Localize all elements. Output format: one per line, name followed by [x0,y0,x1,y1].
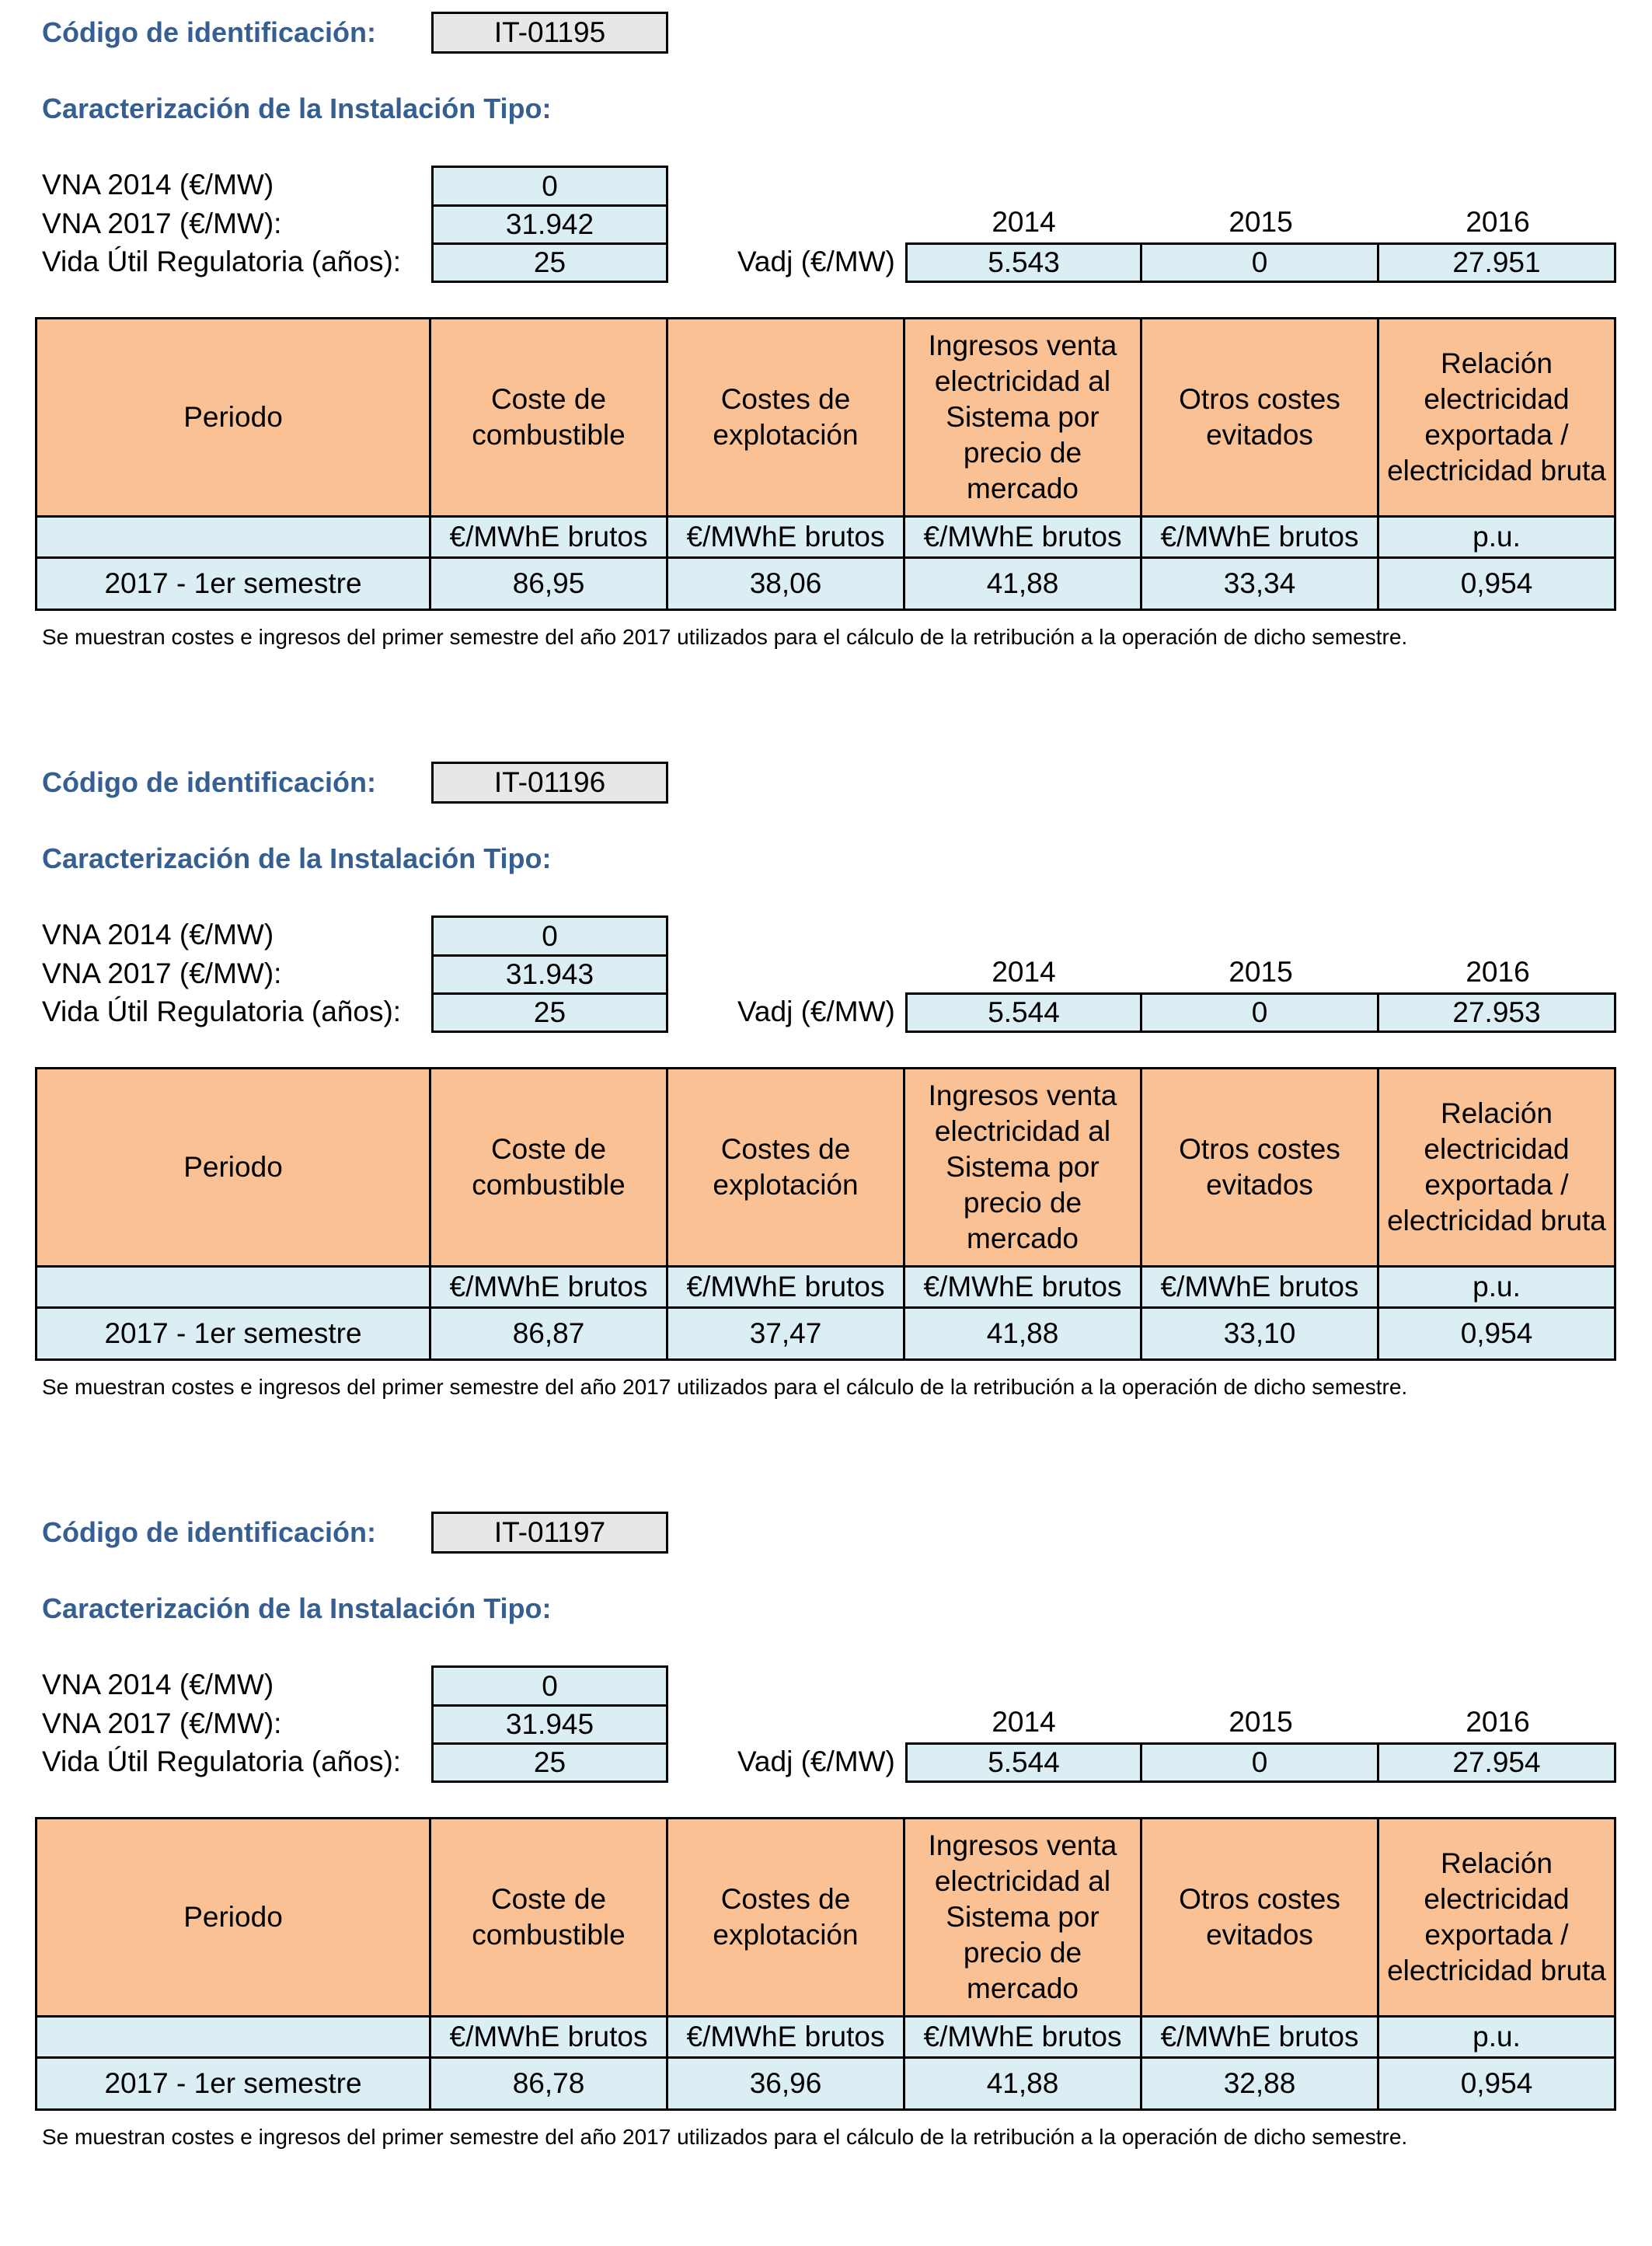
characterization-heading: Caracterización de la Instalación Tipo: [42,92,552,124]
vadj-label: Vadj (€/MW) [737,996,895,1027]
year-header: 2015 [1229,956,1293,988]
identification-code-value: IT-01196 [431,762,668,804]
vadj-value: 27.953 [1377,992,1616,1033]
vna-2014-label: VNA 2014 (€/MW) [42,169,274,201]
column-header: Relación electricidad exportada / electricidad bruta [1377,1067,1616,1268]
units-blank-cell [35,515,431,559]
units-cell: €/MWhE brutos [1140,1265,1379,1309]
column-header: Otros costes evitados [1140,1817,1379,2018]
units-cell: €/MWhE brutos [666,515,905,559]
column-header: Coste de combustible [429,1817,668,2018]
value-cell: 86,95 [429,556,668,611]
units-cell: €/MWhE brutos [429,2015,668,2059]
value-cell: 33,34 [1140,556,1379,611]
identification-code-label: Código de identificación: [42,1516,376,1548]
vadj-value: 5.544 [905,992,1142,1033]
value-cell: 41,88 [903,1306,1142,1361]
vadj-value: 0 [1140,242,1379,283]
vna-2014-label: VNA 2014 (€/MW) [42,1669,274,1700]
vida-util-value: 25 [431,242,668,283]
units-blank-cell [35,1265,431,1309]
year-header: 2016 [1466,956,1530,988]
vna-2017-label: VNA 2017 (€/MW): [42,1707,282,1739]
column-header: Otros costes evitados [1140,1067,1379,1268]
value-cell: 38,06 [666,556,905,611]
vna-2017-label: VNA 2017 (€/MW): [42,957,282,989]
units-cell: €/MWhE brutos [666,1265,905,1309]
value-cell: 0,954 [1377,1306,1616,1361]
year-header: 2014 [992,206,1056,238]
characterization-heading: Caracterización de la Instalación Tipo: [42,842,552,874]
value-cell: 86,87 [429,1306,668,1361]
value-cell: 0,954 [1377,2056,1616,2111]
year-header: 2015 [1229,206,1293,238]
vna-2017-value: 31.942 [431,204,668,245]
installation-block [0,0,1652,746]
vadj-value: 0 [1140,1742,1379,1783]
units-cell: €/MWhE brutos [1140,2015,1379,2059]
column-header: Ingresos venta electricidad al Sistema por precio de mercado [903,1067,1142,1268]
vida-util-label: Vida Útil Regulatoria (años): [42,1746,402,1777]
vida-util-value: 25 [431,992,668,1033]
vadj-value: 5.544 [905,1742,1142,1783]
identification-code-value: IT-01195 [431,12,668,54]
units-cell: €/MWhE brutos [666,2015,905,2059]
column-header: Ingresos venta electricidad al Sistema por precio de mercado [903,1817,1142,2018]
units-cell: €/MWhE brutos [903,2015,1142,2059]
year-header: 2014 [992,1706,1056,1738]
units-cell: €/MWhE brutos [903,1265,1142,1309]
year-header: 2015 [1229,1706,1293,1738]
value-cell: 41,88 [903,556,1142,611]
units-cell: p.u. [1377,1265,1616,1309]
units-cell: p.u. [1377,515,1616,559]
identification-code-label: Código de identificación: [42,16,376,48]
vna-2014-value: 0 [431,915,668,957]
characterization-heading: Caracterización de la Instalación Tipo: [42,1592,552,1624]
units-blank-cell [35,2015,431,2059]
period-cell: 2017 - 1er semestre [35,1306,431,1361]
period-cell: 2017 - 1er semestre [35,2056,431,2111]
column-header: Coste de combustible [429,317,668,518]
vna-2017-value: 31.945 [431,1704,668,1745]
units-cell: p.u. [1377,2015,1616,2059]
installation-block [0,1500,1652,2246]
vida-util-label: Vida Útil Regulatoria (años): [42,246,402,277]
units-cell: €/MWhE brutos [429,515,668,559]
value-cell: 33,10 [1140,1306,1379,1361]
column-header: Coste de combustible [429,1067,668,1268]
footnote: Se muestran costes e ingresos del primer semestre del año 2017 utilizados para el cálculo de la retribución a la operación de dicho semestre. [42,1375,1408,1399]
column-header: Relación electricidad exportada / electricidad bruta [1377,1817,1616,2018]
period-cell: 2017 - 1er semestre [35,556,431,611]
column-header: Relación electricidad exportada / electricidad bruta [1377,317,1616,518]
vadj-value: 0 [1140,992,1379,1033]
vna-2014-value: 0 [431,1665,668,1707]
footnote: Se muestran costes e ingresos del primer semestre del año 2017 utilizados para el cálculo de la retribución a la operación de dicho semestre. [42,625,1408,649]
value-cell: 37,47 [666,1306,905,1361]
identification-code-label: Código de identificación: [42,766,376,798]
vadj-label: Vadj (€/MW) [737,1746,895,1777]
vadj-label: Vadj (€/MW) [737,246,895,277]
column-header: Costes de explotación [666,1817,905,2018]
vida-util-value: 25 [431,1742,668,1783]
identification-code-value: IT-01197 [431,1512,668,1554]
units-cell: €/MWhE brutos [903,515,1142,559]
value-cell: 41,88 [903,2056,1142,2111]
value-cell: 86,78 [429,2056,668,2111]
installation-block [0,750,1652,1496]
year-header: 2016 [1466,1706,1530,1738]
vadj-value: 27.951 [1377,242,1616,283]
units-cell: €/MWhE brutos [429,1265,668,1309]
vna-2014-value: 0 [431,166,668,207]
value-cell: 36,96 [666,2056,905,2111]
column-header: Costes de explotación [666,317,905,518]
vadj-value: 5.543 [905,242,1142,283]
units-cell: €/MWhE brutos [1140,515,1379,559]
footnote: Se muestran costes e ingresos del primer semestre del año 2017 utilizados para el cálculo de la retribución a la operación de dicho semestre. [42,2125,1408,2149]
year-header: 2014 [992,956,1056,988]
column-header: Periodo [35,1067,431,1268]
value-cell: 0,954 [1377,556,1616,611]
value-cell: 32,88 [1140,2056,1379,2111]
column-header: Otros costes evitados [1140,317,1379,518]
vadj-value: 27.954 [1377,1742,1616,1783]
column-header: Costes de explotación [666,1067,905,1268]
vna-2017-label: VNA 2017 (€/MW): [42,208,282,239]
vida-util-label: Vida Útil Regulatoria (años): [42,996,402,1027]
year-header: 2016 [1466,206,1530,238]
column-header: Periodo [35,317,431,518]
column-header: Periodo [35,1817,431,2018]
column-header: Ingresos venta electricidad al Sistema por precio de mercado [903,317,1142,518]
vna-2014-label: VNA 2014 (€/MW) [42,919,274,950]
vna-2017-value: 31.943 [431,954,668,995]
